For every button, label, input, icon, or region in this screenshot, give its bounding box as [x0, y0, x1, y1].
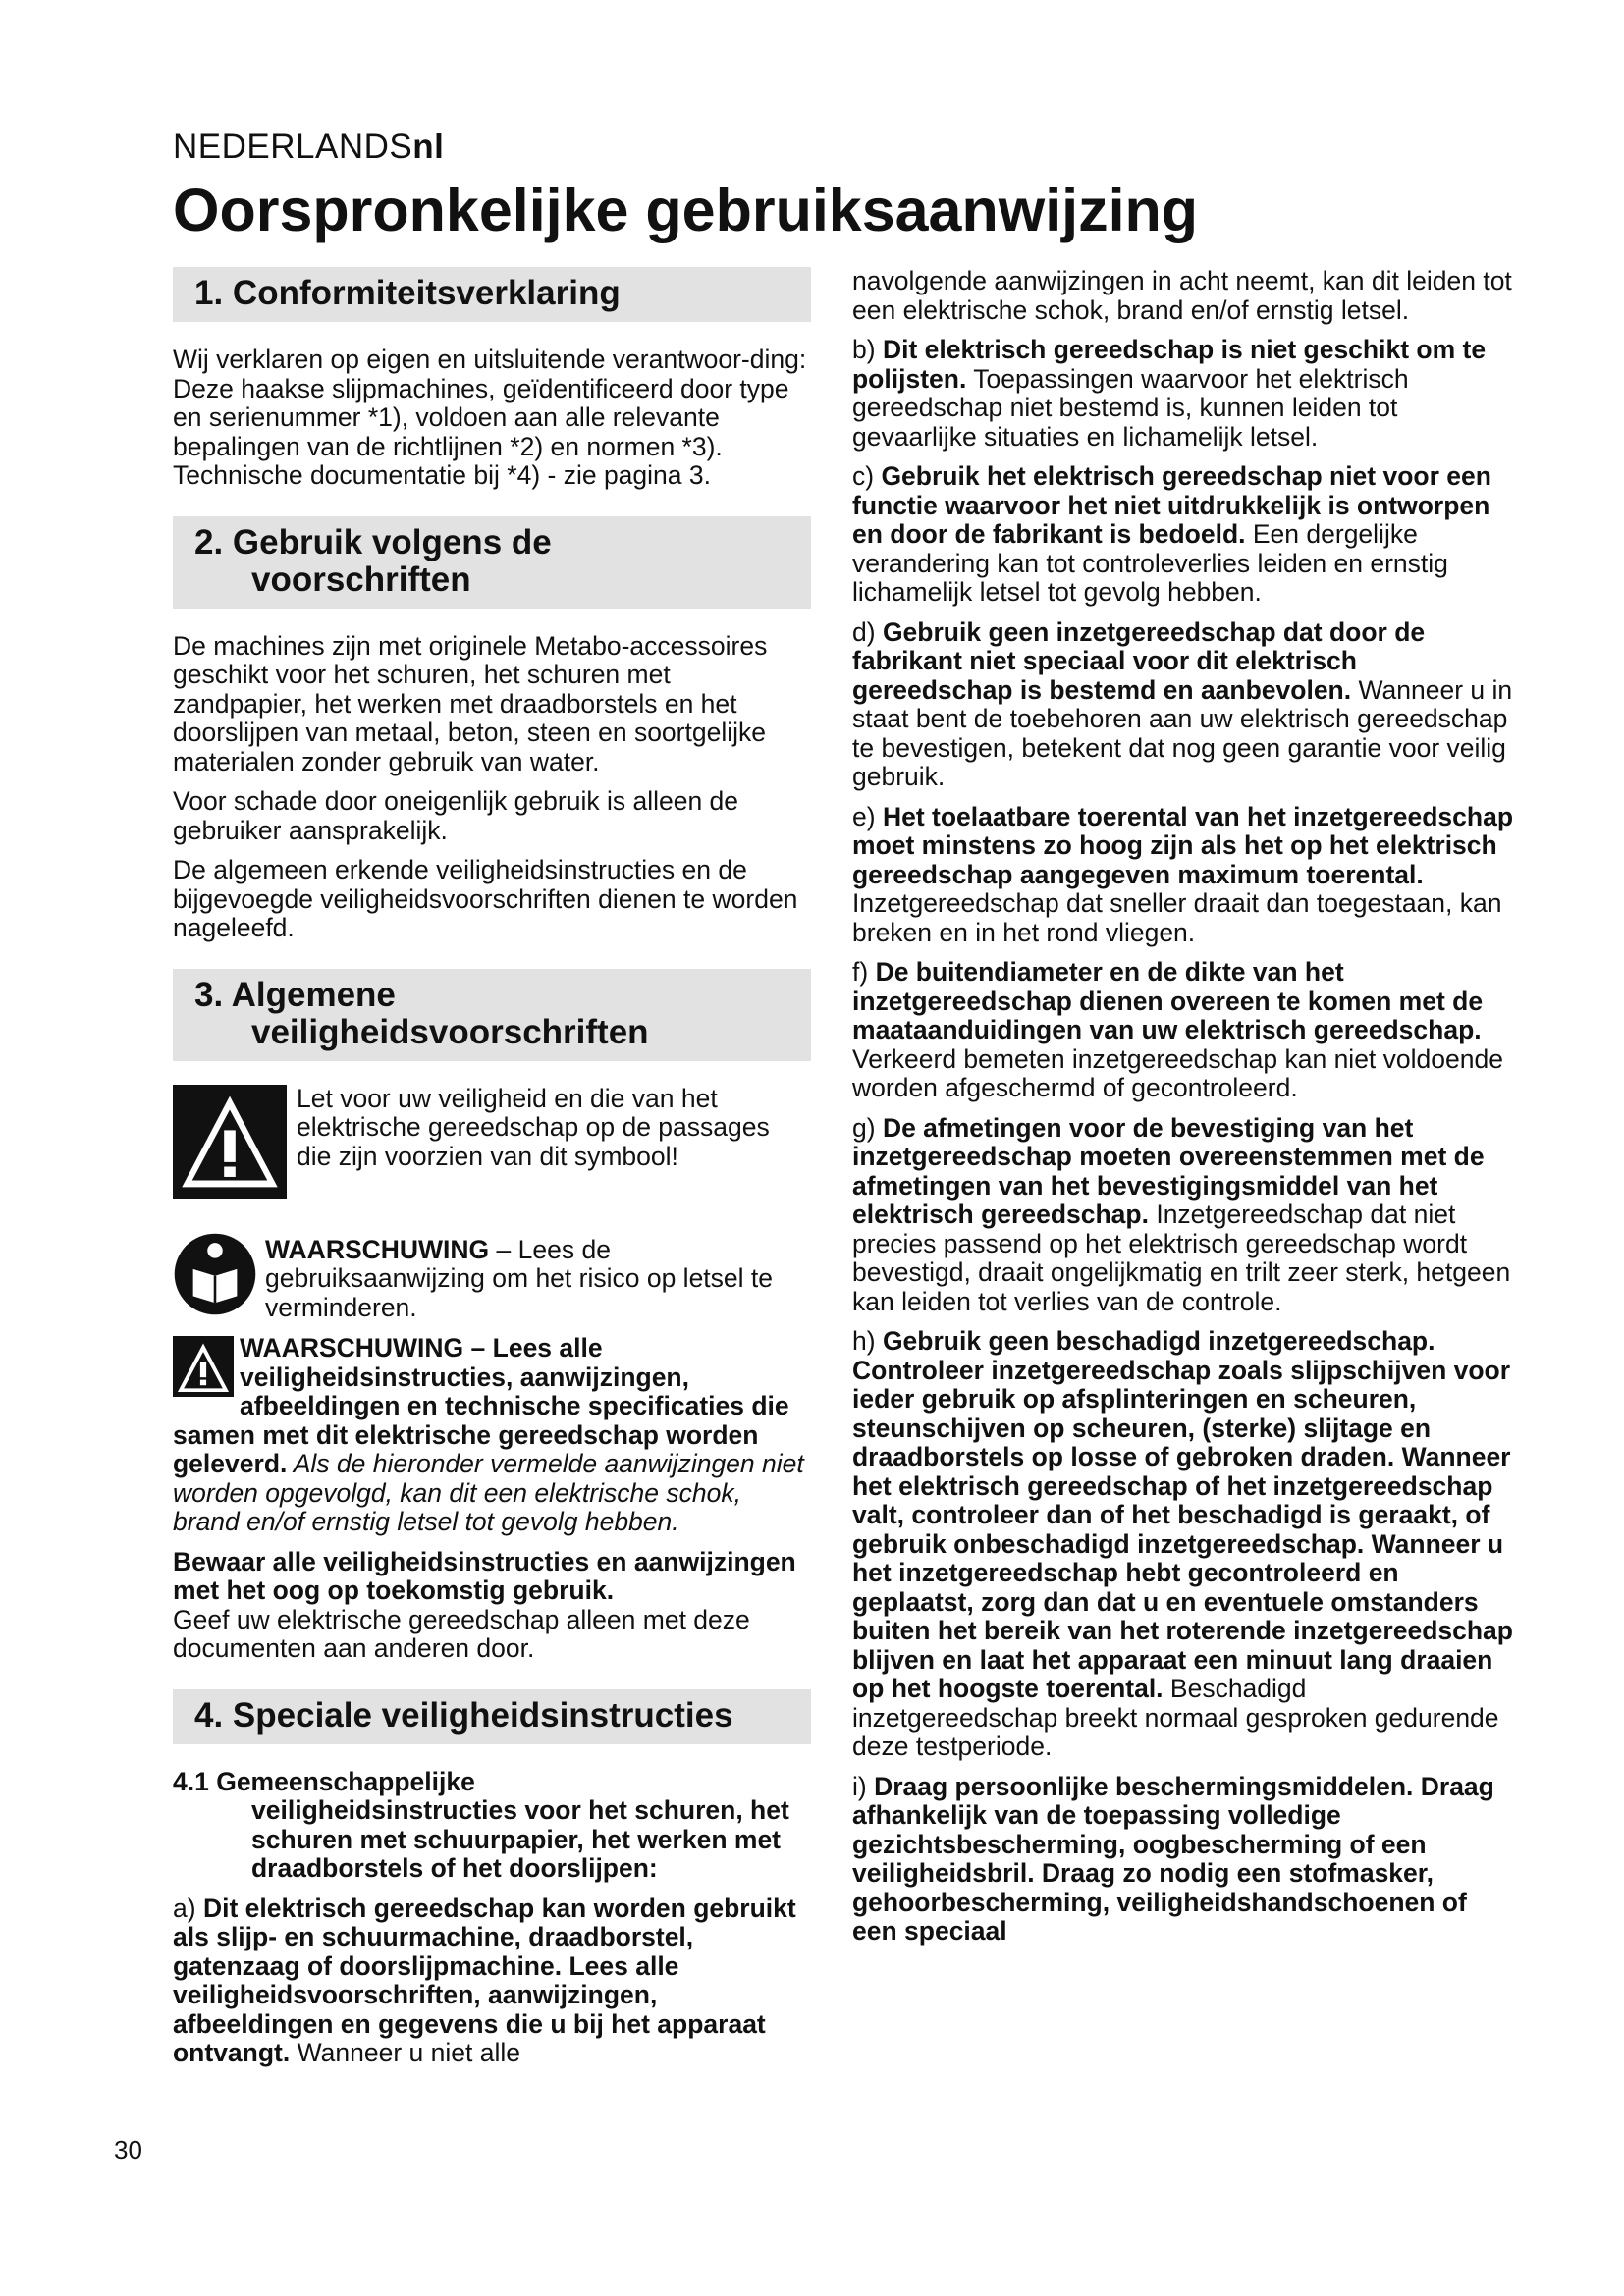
- warning-triangle-icon: [173, 1085, 287, 1199]
- item-a-bold: Dit elektrisch gereedschap kan worden gebruikt als slijp- en schuurmachine, draadborstel, gatenzaag of doorslijpmachine. Lees alle veiligheidsvoorschriften, aanwijzingen, afbeeldingen en gegevens die u bij het apparaat ontvangt.: [173, 1893, 796, 2067]
- read-manual-icon: [173, 1232, 257, 1316]
- item-b-text: Toepassingen waarvoor het elektrisch gereedschap niet bestemd is, kunnen leiden tot gevaarlijke situaties en lichamelijk letsel.: [852, 363, 1409, 452]
- right-column: [852, 267, 1516, 1957]
- item-b-prefix: b): [852, 335, 883, 364]
- left-column: [173, 267, 811, 2079]
- safety-symbol-note: [173, 1085, 811, 1199]
- section-4-heading: 4. Speciale veiligheidsinstructies: [173, 1689, 811, 1744]
- item-h-prefix: h): [852, 1326, 883, 1356]
- item-d-prefix: d): [852, 616, 883, 647]
- general-warning-italic: Als de hieronder vermelde aanwijzingen niet worden opgevolgd, kan dit een elektrische schok, brand en/of ernstig letsel tot gevolg hebben.: [173, 1449, 804, 1536]
- item-f-text: Verkeerd bemeten inzetgereedschap kan niet voldoende worden afgeschermd of gecontroleerd.: [852, 1043, 1503, 1102]
- language-code: nl: [412, 128, 445, 166]
- item-d: [852, 618, 1516, 792]
- item-a-continuation: navolgende aanwijzingen in acht neemt, kan dit leiden tot een elektrische schok, brand en/of ernstig letsel.: [852, 266, 1512, 325]
- item-d-text: Wanneer u in staat bent de toebehoren aan uw elektrisch gereedschap te bevestigen, betekent dat nog geen garantie voor veilig gebruik.: [852, 674, 1513, 791]
- item-g-prefix: g): [852, 1112, 883, 1143]
- section-2-heading-line-1: 2. Gebruik volgens de: [194, 522, 552, 561]
- warning-triangle-icon: [173, 1336, 234, 1397]
- item-g-bold: De afmetingen voor de bevestiging van het inzetgereedschap moeten overeenstemmen met de afmetingen van het bevestigingsmiddel van het elektrisch gereedschap.: [852, 1112, 1485, 1229]
- section-1-heading: 1. Conformiteitsverklaring: [173, 267, 811, 322]
- item-h-text: Beschadigd inzetgereedschap breekt normaal gesproken gedurende deze testperiode.: [852, 1674, 1499, 1761]
- item-a-text: Wanneer u niet alle: [290, 2038, 520, 2067]
- page-number: 30: [114, 2135, 142, 2164]
- item-i: [852, 1773, 1516, 1947]
- safety-symbol-text: Let voor uw veiligheid en die van het elektrische gereedschap op de passages die zijn voorzien van dit symbool!: [297, 1083, 770, 1171]
- general-warning-bold: WAARSCHUWING – Lees alle veiligheidsinstructies, aanwijzingen, afbeeldingen en technische specificaties die samen met dit elektrische gereedschap worden geleverd.: [173, 1333, 789, 1478]
- item-e-bold: Het toelaatbare toerental van het inzetgereedschap moet minstens zo hoog zijn als het op het elektrisch gereedschap aangegeven maximum toerental.: [852, 801, 1514, 889]
- item-c-prefix: c): [852, 461, 882, 491]
- language-name: NEDERLANDS: [173, 128, 413, 166]
- page-title: Oorspronkelijke gebruiksaanwijzing: [173, 177, 1199, 243]
- item-e: [852, 803, 1516, 948]
- subsection-4-1-heading: [173, 1768, 811, 1884]
- item-e-prefix: e): [852, 801, 883, 831]
- section-2-paragraph-1: De machines zijn met originele Metabo-accessoires geschikt voor het schuren, het schuren met zandpapier, het werken met draadborstels en het doorslijpen van metaal, beton, steen en soortgelijke materialen zonder gebruik van water.: [173, 630, 768, 776]
- item-c-text: Een dergelijke verandering kan tot controleverlies leiden en ernstig lichamelijk letsel tot gevolg hebben.: [852, 519, 1448, 607]
- item-f-prefix: f): [852, 957, 876, 987]
- item-g-text: Inzetgereedschap dat niet precies passend op het elektrisch gereedschap wordt bevestigd, draait ongelijkmatig en trilt zeer sterk, hetgeen kan leiden tot verlies van de controle.: [852, 1200, 1511, 1316]
- subsection-4-1-heading-line-1: 4.1 Gemeenschappelijke: [173, 1766, 475, 1796]
- item-f: [852, 958, 1516, 1103]
- item-h: [852, 1327, 1516, 1762]
- item-e-text: Inzetgereedschap dat sneller draait dan toegestaan, kan breken en in het rond vliegen.: [852, 888, 1502, 947]
- item-c-bold: Gebruik het elektrisch gereedschap niet voor een functie waarvoor het niet uitdrukkelijk is ontworpen en door de fabrikant is bedoeld.: [852, 461, 1491, 549]
- read-manual-warning-body: – Lees de gebruiksaanwijzing om het risico op letsel te verminderen.: [265, 1234, 774, 1322]
- item-c: [852, 462, 1516, 608]
- read-manual-warning-label: WAARSCHUWING: [265, 1234, 490, 1264]
- item-d-bold: Gebruik geen inzetgereedschap dat door de fabrikant niet speciaal voor dit elektrisch gereedschap is bestemd en aanbevolen.: [852, 616, 1426, 705]
- keep-instructions-text: Geef uw elektrische gereedschap alleen met deze documenten aan anderen door.: [173, 1604, 750, 1663]
- item-h-bold: Gebruik geen beschadigd inzetgereedschap. Controleer inzetgereedschap zoals slijpschijven voor ieder gebruik op afsplinteringen en scheuren, steunschijven op scheuren, (sterke) slijtage en draadborstels op losse of gebroken draden. Wanneer het elektrisch gereedschap of het inzetgereedschap valt, controleer dan of het beschadigd is geraakt, of gebruik onbeschadigd inzetgereedschap. Wanneer u het inzetgereedschap hebt gecontroleerd en geplaatst, zorg dan dat u en eventuele omstanders buiten het bereik van het roterende inzetgereedschap blijven en laat het apparaat een minuut lang draaien op het hoogste toerental.: [852, 1326, 1513, 1703]
- general-warning: [173, 1334, 811, 1537]
- language-label: [173, 128, 444, 167]
- section-3-heading-line-1: 3. Algemene: [194, 975, 396, 1014]
- item-g: [852, 1114, 1516, 1317]
- section-1-text: Wij verklaren op eigen en uitsluitende verantwoor-ding: Deze haakse slijpmachines, geïdentificeerd door type en serienummer *1), voldoen aan alle relevante bepalingen van de richtlijnen *2) en normen *3). Technische documentatie bij *4) - zie pagina 3.: [173, 345, 807, 490]
- item-a-prefix: a): [173, 1893, 203, 1923]
- item-a: [173, 1895, 811, 2068]
- item-b-bold: Dit elektrisch gereedschap is niet geschikt om te polijsten.: [852, 335, 1487, 394]
- read-manual-text: [265, 1236, 811, 1323]
- item-b: [852, 336, 1516, 452]
- section-2-heading-line-2: voorschriften: [251, 560, 471, 599]
- subsection-4-1-heading-rest: veiligheidsinstructies voor het schuren, het schuren met schuurpapier, het werken met draadborstels of het doorslijpen:: [251, 1795, 789, 1883]
- keep-instructions-bold: Bewaar alle veiligheidsinstructies en aanwijzingen met het oog op toekomstig gebruik.: [173, 1546, 796, 1605]
- section-3-heading: [173, 969, 811, 1061]
- keep-instructions: [173, 1548, 811, 1664]
- section-2-heading: [173, 516, 811, 609]
- read-manual-warning: [173, 1210, 811, 1323]
- item-f-bold: De buitendiameter en de dikte van het inzetgereedschap dienen overeen te komen met de maataanduidingen van uw elektrisch gereedschap.: [852, 957, 1484, 1044]
- section-2-paragraph-2: Voor schade door oneigenlijk gebruik is alleen de gebruiker aansprakelijk.: [173, 786, 739, 845]
- section-3-heading-line-2: veiligheidsvoorschriften: [251, 1012, 649, 1051]
- item-i-bold: Draag persoonlijke beschermingsmiddelen. Draag afhankelijk van de toepassing volledige gezichtsbescherming, oogbescherming of een veiligheidsbril. Draag zo nodig een stofmasker, gehoorbescherming, veiligheidshandschoenen of een speciaal: [852, 1771, 1494, 1946]
- section-2-paragraph-3: De algemeen erkende veiligheidsinstructies en de bijgevoegde veiligheidsvoorschriften dienen te worden nageleefd.: [173, 855, 798, 942]
- item-i-prefix: i): [852, 1771, 875, 1801]
